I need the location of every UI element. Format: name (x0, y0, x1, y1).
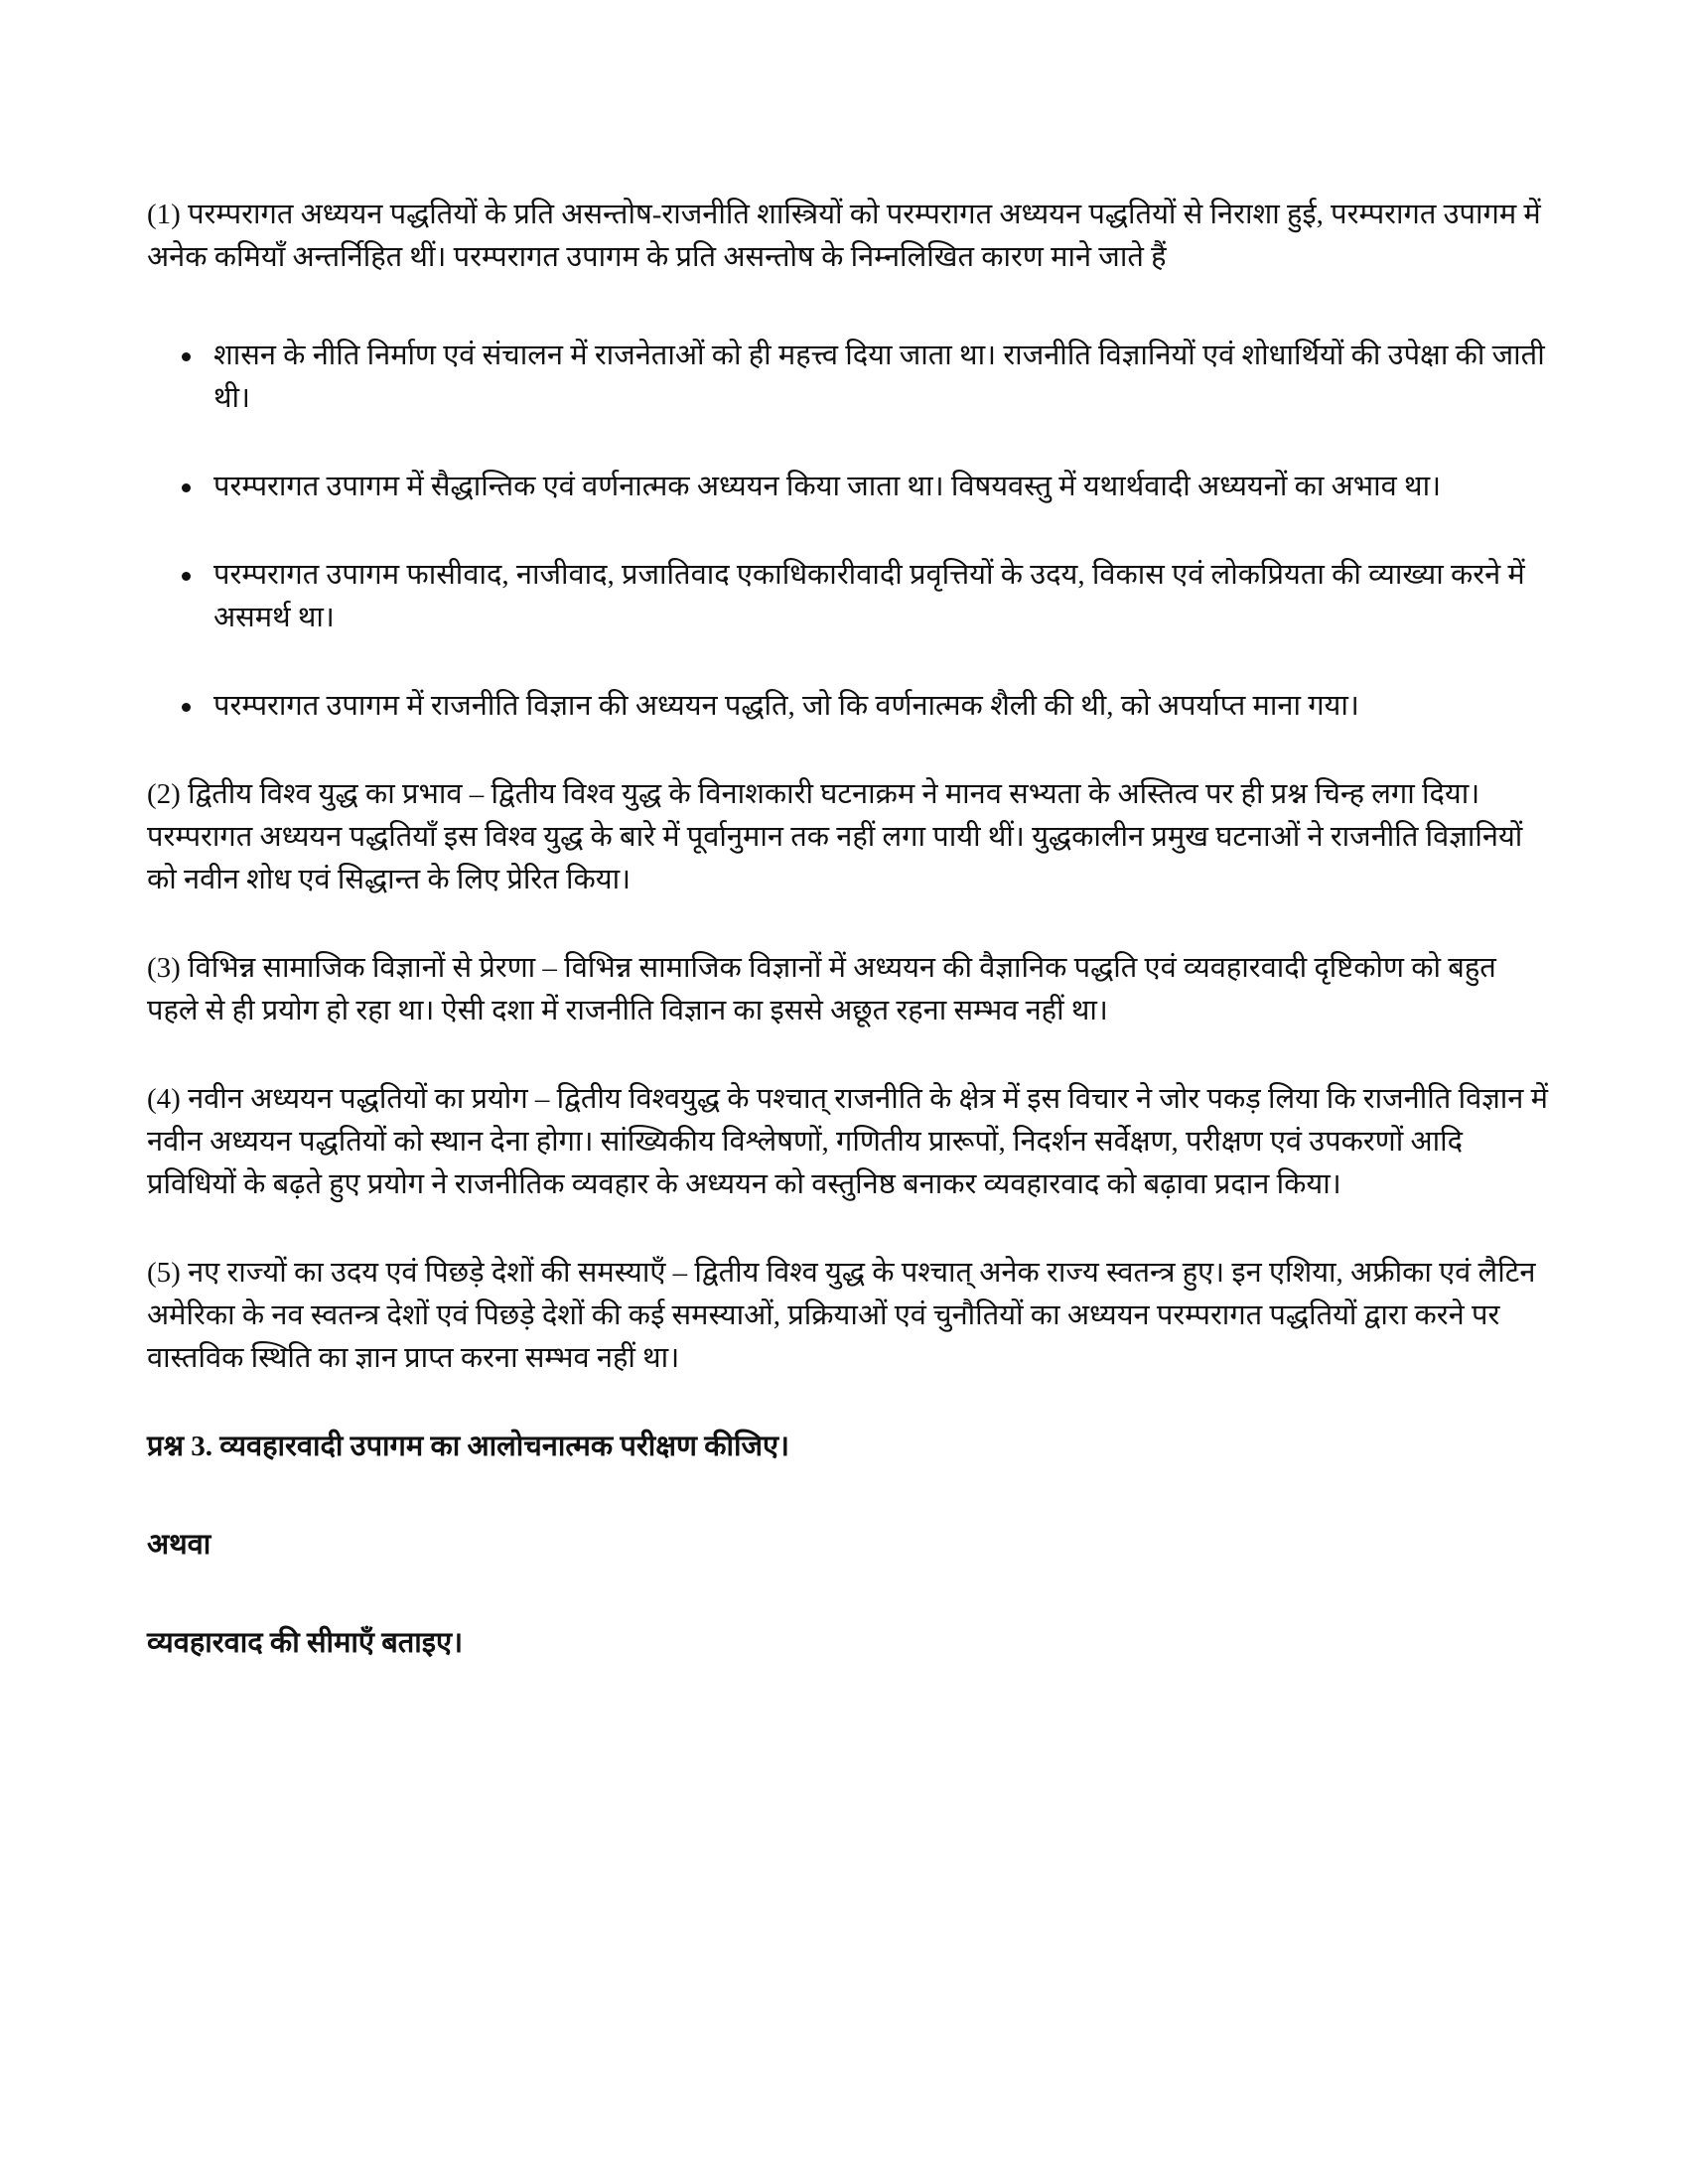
paragraph-dissatisfaction-traditional-methods: (1) परम्परागत अध्ययन पद्धतियों के प्रति असन्तोष-राजनीति शास्त्रियों को परम्परागत अध्ययन पद्धतियों से निराशा हुई, परम्परागत उपागम में अनेक कमियाँ अन्तर्निहित थीं। परम्परागत उपागम के प्रति असन्तोष के निम्नलिखित कारण माने जाते हैं (147, 199, 1541, 273)
paragraph-world-war-2-impact: (2) द्वितीय विश्व युद्ध का प्रभाव – द्वितीय विश्व युद्ध के विनाशकारी घटनाक्रम ने मानव सभ्यता के अस्तित्व पर ही प्रश्न चिन्ह लगा दिया। परम्परागत अध्ययन पद्धतियाँ इस विश्व युद्ध के बारे में पूर्वानुमान तक नहीं लगा पायी थीं। युद्धकालीन प्रमुख घटनाओं ने राजनीति विज्ञानियों को नवीन शोध एवं सिद्धान्त के लिए प्रेरित किया। (147, 778, 1523, 895)
paragraph-social-sciences-inspiration: (3) विभिन्न सामाजिक विज्ञानों से प्रेरणा – विभिन्न सामाजिक विज्ञानों में अध्ययन की वैज्ञानिक पद्धति एवं व्यवहारवादी दृष्टिकोण को बहुत पहले से ही प्रयोग हो रहा था। ऐसी दशा में राजनीति विज्ञान का इससे अछूत रहना सम्भव नहीं था। (147, 952, 1496, 1026)
list-item: परम्परागत उपागम में सैद्धान्तिक एवं वर्णनात्मक अध्ययन किया जाता था। विषयवस्तु में यथार्थवादी अध्ययनों का अभाव था। (192, 466, 1549, 508)
or-heading: अथवा (147, 1529, 211, 1561)
dissatisfaction-reasons-list (147, 335, 1549, 728)
question-3-heading: प्रश्न 3. व्यवहारवादी उपागम का आलोचनात्मक परीक्षण कीजिए। (147, 1431, 790, 1462)
alternate-question-heading: व्यवहारवाद की सीमाएँ बताइए। (147, 1627, 464, 1659)
list-item: शासन के नीति निर्माण एवं संचालन में राजनेताओं को ही महत्त्व दिया जाता था। राजनीति विज्ञानियों एवं शोधार्थियों की उपेक्षा की जाती थी। (192, 335, 1549, 420)
paragraph-new-states-problems: (5) नए राज्यों का उदय एवं पिछड़े देशों की समस्याएँ – द्वितीय विश्व युद्ध के पश्चात् अनेक राज्य स्वतन्त्र हुए। इन एशिया, अफ्रीका एवं लैटिन अमेरिका के नव स्वतन्त्र देशों एवं पिछड़े देशों की कई समस्याओं, प्रक्रियाओं एवं चुनौतियों का अध्ययन परम्परागत पद्धतियों द्वारा करने पर वास्तविक स्थिति का ज्ञान प्राप्त करना सम्भव नहीं था। (147, 1257, 1536, 1374)
paragraph-new-study-methods: (4) नवीन अध्ययन पद्धतियों का प्रयोग – द्वितीय विश्वयुद्ध के पश्चात् राजनीति के क्षेत्र में इस विचार ने जोर पकड़ लिया कि राजनीति विज्ञान में नवीन अध्ययन पद्धतियों को स्थान देना होगा। सांख्यिकीय विश्लेषणों, गणितीय प्रारूपों, निदर्शन सर्वेक्षण, परीक्षण एवं उपकरणों आदि प्रविधियों के बढ़ते हुए प्रयोग ने राजनीतिक व्यवहार के अध्ययन को वस्तुनिष्ठ बनाकर व्यवहारवाद को बढ़ावा प्रदान किया। (147, 1083, 1548, 1200)
list-item: परम्परागत उपागम में राजनीति विज्ञान की अध्ययन पद्धति, जो कि वर्णनात्मक शैली की थी, को अपर्याप्त माना गया। (192, 685, 1549, 728)
list-item: परम्परागत उपागम फासीवाद, नाजीवाद, प्रजातिवाद एकाधिकारीवादी प्रवृत्तियों के उदय, विकास एवं लोकप्रियता की व्याख्या करने में असमर्थ था। (192, 554, 1549, 639)
